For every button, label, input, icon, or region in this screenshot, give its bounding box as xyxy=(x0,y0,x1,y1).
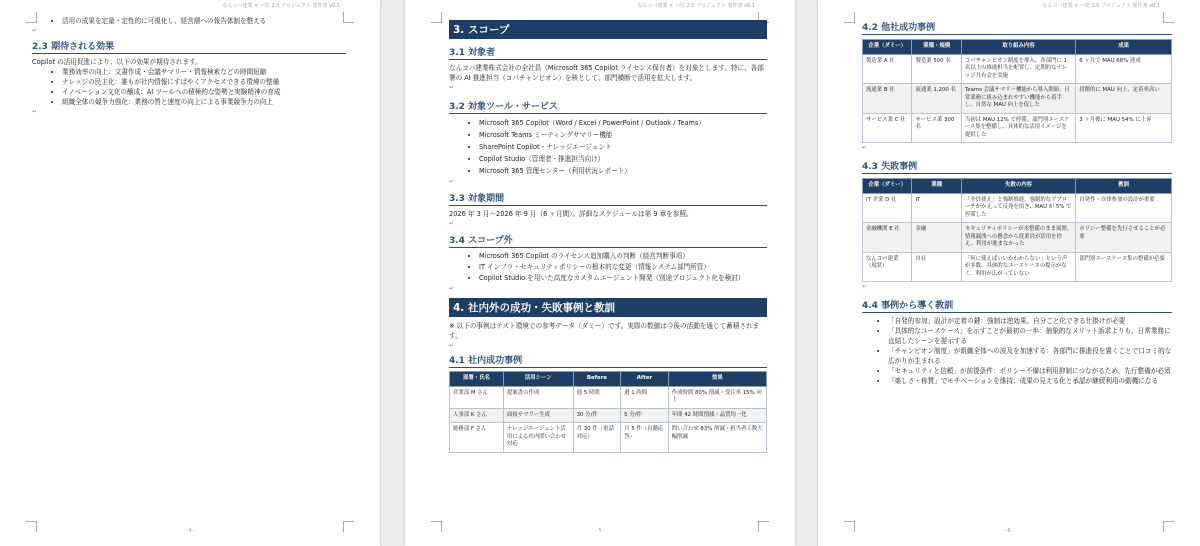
table-row xyxy=(863,252,1172,282)
list-item[interactable]: • Copilot Studio を用いた高度なカスタムエージェント開発（別途プロジェクト化を検討） xyxy=(479,273,767,284)
document-page-5 xyxy=(405,0,795,546)
section-intro[interactable]: Copilot の活用促進により、以下の効果が期待されます。 xyxy=(32,58,202,66)
column-header[interactable]: 活用シーン xyxy=(503,372,573,387)
table-row xyxy=(863,113,1172,143)
column-header[interactable]: 効果 xyxy=(668,372,766,387)
table-cell[interactable]: 部門別ユースケース集の整備が必要 xyxy=(1076,252,1172,282)
table-cell[interactable]: 3 ヶ月後に MAU 54% に上昇 xyxy=(1076,113,1172,143)
table-cell[interactable]: 問い合わせ 83% 削減・担当者工数大幅削減 xyxy=(668,423,766,453)
column-header[interactable]: 企業（ダミー） xyxy=(863,179,912,194)
column-header[interactable]: 部署・氏名 xyxy=(450,372,504,387)
column-header[interactable]: 取り組み内容 xyxy=(961,40,1075,55)
page-content xyxy=(449,20,767,453)
list-item[interactable]: • Copilot Studio（管理者・推進担当向け） xyxy=(479,153,767,165)
table-cell[interactable]: 「全員使え」と強制推進。強制的なアプローチがかえって反発を招き、MAU が 5% で停滞した xyxy=(961,193,1075,223)
table-header-row xyxy=(863,40,1172,55)
section-heading-2-3[interactable]: 2.3 期待される効果 xyxy=(32,39,346,54)
table-row xyxy=(863,223,1172,253)
table-cell[interactable]: 総務部 F さん xyxy=(450,423,504,453)
table-cell[interactable]: 提案書の作成 xyxy=(503,386,573,408)
list-item[interactable]: • Microsoft 365 管理センター（利用状況レポート） xyxy=(479,165,767,177)
table-row xyxy=(863,193,1172,223)
running-header: なんコバ建業 × バ児 2.0 プロジェクト 要件書 v0.1 xyxy=(637,3,755,9)
table-cell[interactable]: なんコバ建業（現状） xyxy=(863,252,912,282)
paragraph-mark: ↵ xyxy=(862,283,868,290)
chapter-heading-3[interactable]: 3. スコープ xyxy=(449,20,767,39)
list-item[interactable]: • Microsoft 365 Copilot のライセンス追加購入の判断（経営判断事項） xyxy=(479,251,767,262)
page-content xyxy=(32,16,346,117)
section-heading-3-3[interactable]: 3.3 対象期間 xyxy=(449,191,767,206)
paragraph-mark: ↵ xyxy=(449,342,455,349)
table-cell[interactable]: 流通業 B 社 xyxy=(863,84,912,114)
table-cell[interactable]: 流通業 1,200 名 xyxy=(912,84,961,114)
table-cell[interactable]: 「何に使えばいいかわからない」という声が多数。具体的なユースケースの提示がなく、利用が広がっていない xyxy=(961,252,1075,282)
period-text[interactable]: 2026 年 3 月〜2026 年 9 月（6 ヶ月間）。詳細なスケジュールは第 9 章を参照。 xyxy=(449,210,693,218)
page-number: - 6 - xyxy=(1004,528,1014,534)
table-cell[interactable]: 週 1 時間 xyxy=(621,386,669,408)
paragraph-mark: ↵ xyxy=(449,178,455,185)
table-cell[interactable]: 自発性・自律参加の設計が重要 xyxy=(1076,193,1172,223)
table-cell[interactable]: 作成時間 80% 削減・受注率 15% 向上 xyxy=(668,386,766,408)
section-heading-3-4[interactable]: 3.4 スコープ外 xyxy=(449,233,767,248)
list-item[interactable]: • IT インフラ・セキュリティポリシーの根本的な変更（情報システム部門所管） xyxy=(479,262,767,273)
table-cell[interactable]: 当初は MAU 12% で停滞。部門別ユースケース集を整備し、具体的な活用イメージを提供した xyxy=(961,113,1075,143)
table-cell[interactable]: 月 30 件（電話対応） xyxy=(573,423,621,453)
page-number: - 5 - xyxy=(595,528,605,534)
list-item[interactable]: • 業務効率の向上：文書作成・会議サマリー・情報検索などの時間短縮 xyxy=(62,67,346,77)
table-cell[interactable]: コパチャンピオン制度を導入。各部門に 1 名以上の推進担当を配置し、定期的なナレッジ共有会を実施 xyxy=(961,54,1075,84)
table-cell[interactable]: IT 企業 D 社 xyxy=(863,193,912,223)
table-cell[interactable]: 年間 42 時間削減・品質均一化 xyxy=(668,408,766,423)
internal-success-table xyxy=(449,371,767,453)
paragraph-mark: ↵ xyxy=(449,84,455,91)
list-item[interactable]: • 「セキュリティと信頼」が前提条件：ポリシー不備は利用抑制につながるため、先行整備が必須 xyxy=(888,366,1172,376)
table-cell[interactable]: 製造業 A 社 xyxy=(863,54,912,84)
table-cell[interactable]: 金融機関 E 社 xyxy=(863,223,912,253)
table-cell[interactable]: 面接サマリー生成 xyxy=(503,408,573,423)
table-cell[interactable]: 金融 xyxy=(912,223,961,253)
running-header: なんコバ建業 × バ児 2.0 プロジェクト 要件書 v0.1 xyxy=(1042,3,1160,9)
column-header[interactable]: 教訓 xyxy=(1076,179,1172,194)
running-header: なんコバ建業 × バ児 2.0 プロジェクト 要件書 v0.1 xyxy=(222,3,340,9)
table-cell[interactable]: サービス業 300 名 xyxy=(912,113,961,143)
out-of-scope-list xyxy=(449,251,767,284)
external-success-table xyxy=(862,39,1172,143)
table-cell[interactable]: 6 ヶ月で MAU 68% 達成 xyxy=(1076,54,1172,84)
section-heading-4-4[interactable]: 4.4 事例から導く教訓 xyxy=(862,298,1172,313)
list-item[interactable]: • SharePoint Copilot・ナレッジエージェント xyxy=(479,141,767,153)
table-cell[interactable]: 段階的に MAU 向上、定着率高い xyxy=(1076,84,1172,114)
table-header-row xyxy=(450,372,767,387)
crop-mark xyxy=(844,12,855,23)
document-page-4 xyxy=(0,0,380,546)
table-cell[interactable]: 30 分/件 xyxy=(573,408,621,423)
list-item[interactable]: • 「チャンピオン制度」が組織全体への波及を加速する：各部門に推進役を置くことで口コミ的な広がりが生まれる xyxy=(888,346,1172,366)
list-item[interactable]: • 活用の成果を定量・定性的に可視化し、経営層への報告体制を整える xyxy=(62,16,346,26)
table-row xyxy=(450,408,767,423)
list-item[interactable]: • Microsoft 365 Copilot（Word / Excel / PowerPoint / Outlook / Teams） xyxy=(479,117,767,129)
table-cell[interactable]: サービス業 C 社 xyxy=(863,113,912,143)
effects-list xyxy=(32,67,346,107)
section-heading-4-3[interactable]: 4.3 失敗事例 xyxy=(862,159,1172,174)
table-row xyxy=(450,386,767,408)
table-header-row xyxy=(863,179,1172,194)
table-cell[interactable]: 自社 xyxy=(912,252,961,282)
table-cell[interactable]: 製造業 500 名 xyxy=(912,54,961,84)
table-cell[interactable]: セキュリティポリシーが未整備のまま展開。情報漏洩への懸念から従業員が活用を控え、利用が進まなかった xyxy=(961,223,1075,253)
table-row xyxy=(450,423,767,453)
table-cell[interactable]: Teams 会議サマリー機能から導入開始。日常業務に組み込まれやすい機能から着手し、自然な MAU 向上を促した xyxy=(961,84,1075,114)
table-cell[interactable]: IT xyxy=(912,193,961,223)
dummy-data-note[interactable]: ※ 以下の事例はテスト環境での参考データ（ダミー）です。実際の数値は今後の活動を通じて蓄積されます。 xyxy=(449,322,760,340)
column-header[interactable]: 成果 xyxy=(1076,40,1172,55)
section-heading-4-1[interactable]: 4.1 社内成功事例 xyxy=(449,353,767,368)
paragraph-mark: ↵ xyxy=(449,220,455,227)
paragraph-mark: ↵ xyxy=(32,27,38,34)
list-item[interactable]: • 「自発的参加」設計が定着の鍵：強制は逆効果。自分ごと化できる仕掛けが必要 xyxy=(888,316,1172,326)
table-row xyxy=(863,84,1172,114)
column-header[interactable]: 業種・規模 xyxy=(912,40,961,55)
target-users-text[interactable]: なんコバ建業株式会社の全社員（Microsoft 365 Copilot ライセンス保有者）を対象とします。特に、各部署の AI 推進担当（コパチャンピオン）を核として、部門横断で活用を拡大します。 xyxy=(449,64,764,82)
section-heading-3-1[interactable]: 3.1 対象者 xyxy=(449,45,767,60)
failure-cases-table xyxy=(862,178,1172,282)
bullet-list xyxy=(32,16,346,26)
table-cell[interactable]: ナレッジエージェント活用による社内問い合わせ対応 xyxy=(503,423,573,453)
table-cell[interactable]: ポリシー整備を先行させることが必要 xyxy=(1076,223,1172,253)
page-content xyxy=(862,20,1172,386)
paragraph-mark: ↵ xyxy=(862,144,868,151)
page-number: - 4 - xyxy=(185,528,195,534)
list-item[interactable]: • 組織全体の競争力強化：業務の質と速度の向上による事業競争力の向上 xyxy=(62,97,346,107)
tools-list xyxy=(449,117,767,177)
table-cell[interactable]: 5 分/件 xyxy=(621,408,669,423)
section-heading-3-2[interactable]: 3.2 対象ツール・サービス xyxy=(449,99,767,114)
column-header[interactable]: 企業（ダミー） xyxy=(863,40,912,55)
list-item[interactable]: • ナレッジの民主化：誰もが社内情報にすばやくアクセスできる環境の整備 xyxy=(62,77,346,87)
crop-mark xyxy=(431,12,442,23)
list-item[interactable]: • Microsoft Teams ミーティングサマリー機能 xyxy=(479,129,767,141)
list-item[interactable]: • 「楽しさ・称賛」でモチベーションを維持：成果の見える化と承認が継続利用の動機になる xyxy=(888,376,1172,386)
table-cell[interactable]: 営業部 M さん xyxy=(450,386,504,408)
table-cell[interactable]: 人事部 K さん xyxy=(450,408,504,423)
document-page-6 xyxy=(818,0,1200,546)
column-header[interactable]: Before xyxy=(573,372,621,387)
list-item[interactable]: • イノベーション文化の醸成：AI ツールへの積極的な姿勢と実験精神の育成 xyxy=(62,87,346,97)
table-row xyxy=(863,54,1172,84)
column-header[interactable]: 業種 xyxy=(912,179,961,194)
column-header[interactable]: 失敗の内容 xyxy=(961,179,1075,194)
chapter-heading-4[interactable]: 4. 社内外の成功・失敗事例と教訓 xyxy=(449,298,767,317)
section-heading-4-2[interactable]: 4.2 他社成功事例 xyxy=(862,20,1172,35)
table-cell[interactable]: 月 5 件（自動応答） xyxy=(621,423,669,453)
table-cell[interactable]: 週 5 時間 xyxy=(573,386,621,408)
column-header[interactable]: After xyxy=(621,372,669,387)
paragraph-mark: ↵ xyxy=(449,285,455,292)
list-item[interactable]: • 「具体的なユースケース」を示すことが最初の一歩：抽象的なメリット訴求よりも、日常業務に直結したシーンを提示する xyxy=(888,326,1172,346)
paragraph-mark: ↵ xyxy=(32,108,38,115)
lessons-list xyxy=(862,316,1172,386)
